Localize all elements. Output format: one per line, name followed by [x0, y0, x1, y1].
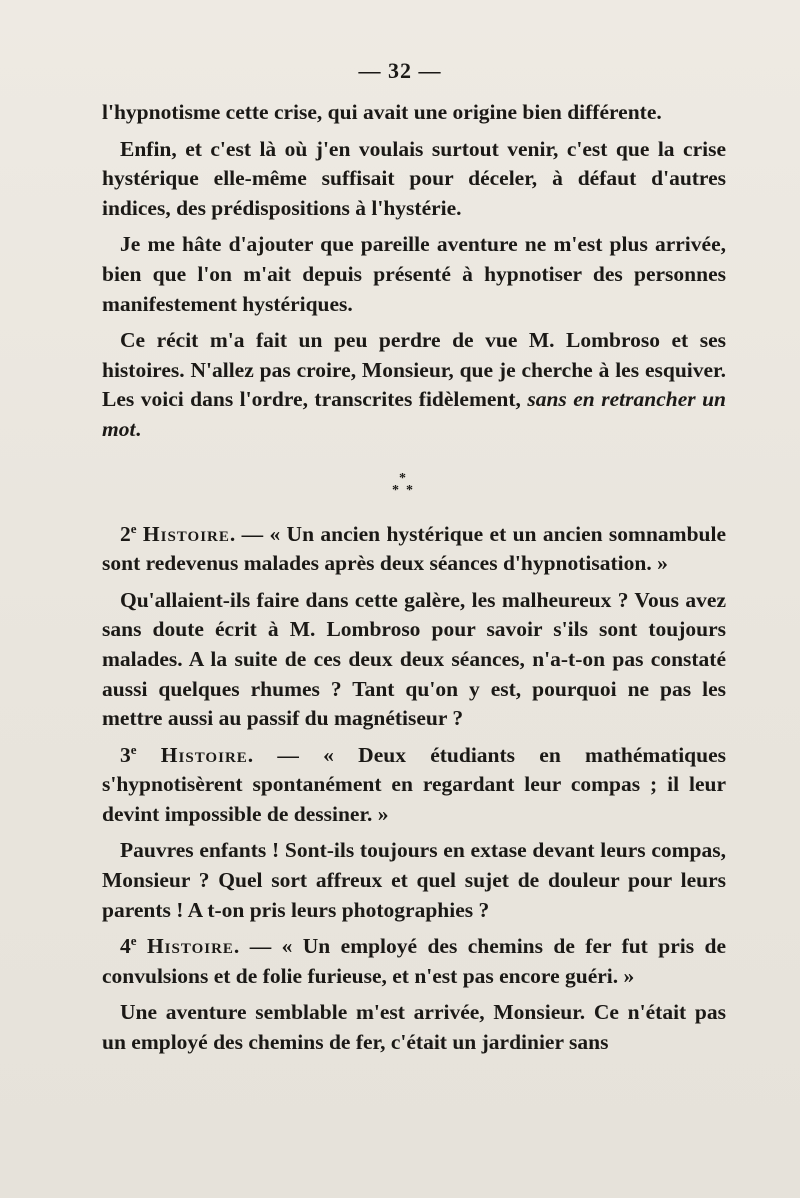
separator-star-left: * — [392, 482, 399, 498]
histoire-3-number: 3 — [120, 742, 131, 767]
histoire-3-sup: e — [130, 741, 137, 757]
paragraph-2: Enfin, et c'est là où j'en voulais surtout venir, c'est que la crise hystérique elle-même suffisait pour déceler, à défaut d'autres indices, des prédispositions à l'hystérie. — [102, 136, 726, 220]
paragraph-5: Qu'allaient-ils faire dans cette galère, les malheureux ? Vous avez sans doute écrit à M. Lombroso pour savoir s'ils sont toujours malades. A la suite de ces deux deux séances, n'a-t-on pas constaté aussi quelques rhumes ? Tant qu'on y est, pourquoi ne pas les mettre aussi au passif du magnétiseur ? — [102, 587, 726, 731]
paragraph-4-italic: sans en retrancher un mot — [102, 387, 726, 441]
section-separator — [102, 452, 726, 514]
histoire-3-text: . — « Deux étudiants en mathématiques s'hypnotisèrent spontanément en regardant leur compas ; il leur devint impossible de dessiner. » — [102, 742, 726, 826]
histoire-4-text: . — « Un employé des chemins de fer fut pris de convulsions et de folie furieuse, et n'est pas encore guéri. » — [102, 934, 726, 988]
page-number: — 32 — — [358, 58, 442, 83]
paragraph-7: Une aventure semblable m'est arrivée, Monsieur. Ce n'était pas un employé des chemins de fer, c'était un jardinier sans — [102, 1000, 726, 1055]
histoire-2-text: . — « Un ancien hystérique et un ancien somnambule sont redevenus malades après deux séances d'hypnotisation. » — [102, 521, 727, 576]
histoire-4-label: Histoire — [146, 934, 234, 959]
histoire-2-label: Histoire — [142, 521, 230, 546]
paragraph-4-main: Ce récit m'a fait un peu perdre de vue M. Lombroso et ses histoires. N'allez pas croire, Monsieur, que je cherche à les esquiver. Les voici dans l'ordre, transcrites fidèlement, — [102, 328, 726, 412]
paragraph-4-end: . — [135, 416, 141, 441]
paragraph-3: Je me hâte d'ajouter que pareille aventure ne m'est plus arrivée, bien que l'on m'ait depuis présenté à hypnotiser des personnes manifestement hystériques. — [102, 232, 726, 316]
paragraph-4 — [102, 326, 726, 444]
paragraph-6: Pauvres enfants ! Sont-ils toujours en extase devant leurs compas, Monsieur ? Quel sort affreux et quel sujet de douleur pour leurs parents ! A t-on pris leurs photographies ? — [102, 838, 726, 922]
histoire-3 — [102, 741, 726, 830]
body-text — [102, 98, 726, 1065]
separator-star-right: * — [406, 482, 413, 498]
histoire-2 — [102, 520, 726, 579]
histoire-3-label: Histoire — [160, 742, 248, 767]
separator-star-top: * — [399, 470, 406, 486]
histoire-2-number: 2 — [120, 521, 131, 546]
histoire-4-sup: e — [130, 933, 137, 949]
histoire-2-sup: e — [130, 520, 137, 536]
histoire-4-number: 4 — [120, 934, 131, 959]
paragraph-1: l'hypnotisme cette crise, qui avait une origine bien différente. — [102, 100, 662, 124]
histoire-4 — [102, 932, 726, 991]
